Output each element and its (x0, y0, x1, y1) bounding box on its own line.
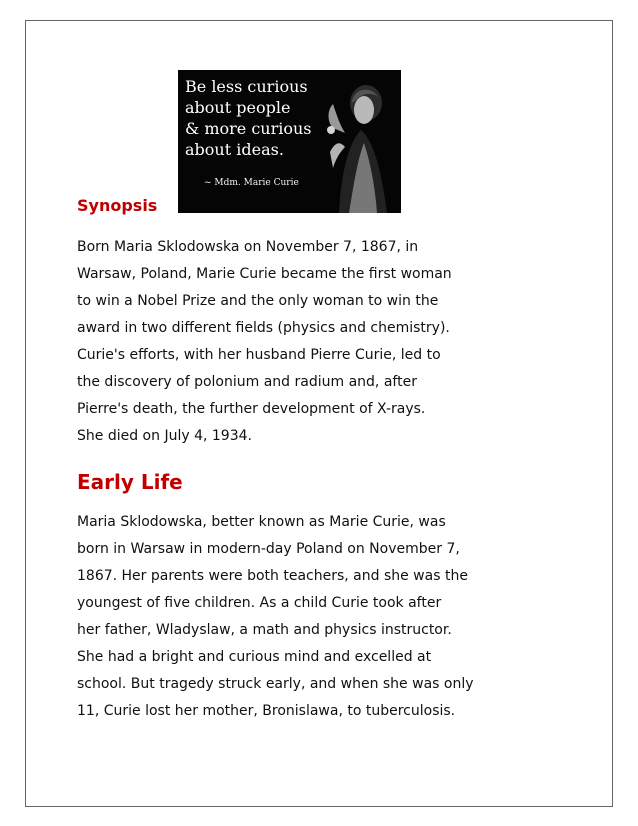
synopsis-line: Curie's efforts, with her husband Pierre Curie, led to (77, 347, 441, 363)
early-life-heading: Early Life (77, 470, 183, 494)
early-life-line: 1867. Her parents were both teachers, and she was the (77, 568, 468, 584)
synopsis-paragraph (77, 234, 577, 450)
synopsis-line: She died on July 4, 1934. (77, 428, 252, 444)
early-life-paragraph (77, 509, 577, 725)
synopsis-line: award in two different fields (physics and chemistry). (77, 320, 450, 336)
synopsis-line: to win a Nobel Prize and the only woman to win the (77, 293, 439, 309)
marie-curie-quote-image (178, 70, 401, 213)
marie-curie-portrait (319, 70, 401, 213)
early-life-line: She had a bright and curious mind and excelled at (77, 649, 432, 665)
quote-line: Be less curious (185, 77, 308, 96)
early-life-line: youngest of five children. As a child Curie took after (77, 595, 442, 611)
quote-line: about people (185, 98, 291, 117)
early-life-line: Maria Sklodowska, better known as Marie Curie, was (77, 514, 446, 530)
synopsis-line: Pierre's death, the further development of X-rays. (77, 401, 426, 417)
quote-text (185, 76, 335, 160)
synopsis-heading: Synopsis (77, 196, 158, 215)
early-life-line: 11, Curie lost her mother, Bronislawa, to tuberculosis. (77, 703, 456, 719)
quote-attribution: ~ Mdm. Marie Curie (204, 178, 299, 188)
early-life-line: born in Warsaw in modern-day Poland on November 7, (77, 541, 460, 557)
quote-line: about ideas. (185, 140, 284, 159)
synopsis-line: the discovery of polonium and radium and, after (77, 374, 417, 390)
quote-line: & more curious (185, 119, 312, 138)
early-life-line: school. But tragedy struck early, and when she was only (77, 676, 474, 692)
early-life-line: her father, Wladyslaw, a math and physics instructor. (77, 622, 452, 638)
synopsis-line: Warsaw, Poland, Marie Curie became the first woman (77, 266, 452, 282)
synopsis-line: Born Maria Sklodowska on November 7, 1867, in (77, 239, 419, 255)
